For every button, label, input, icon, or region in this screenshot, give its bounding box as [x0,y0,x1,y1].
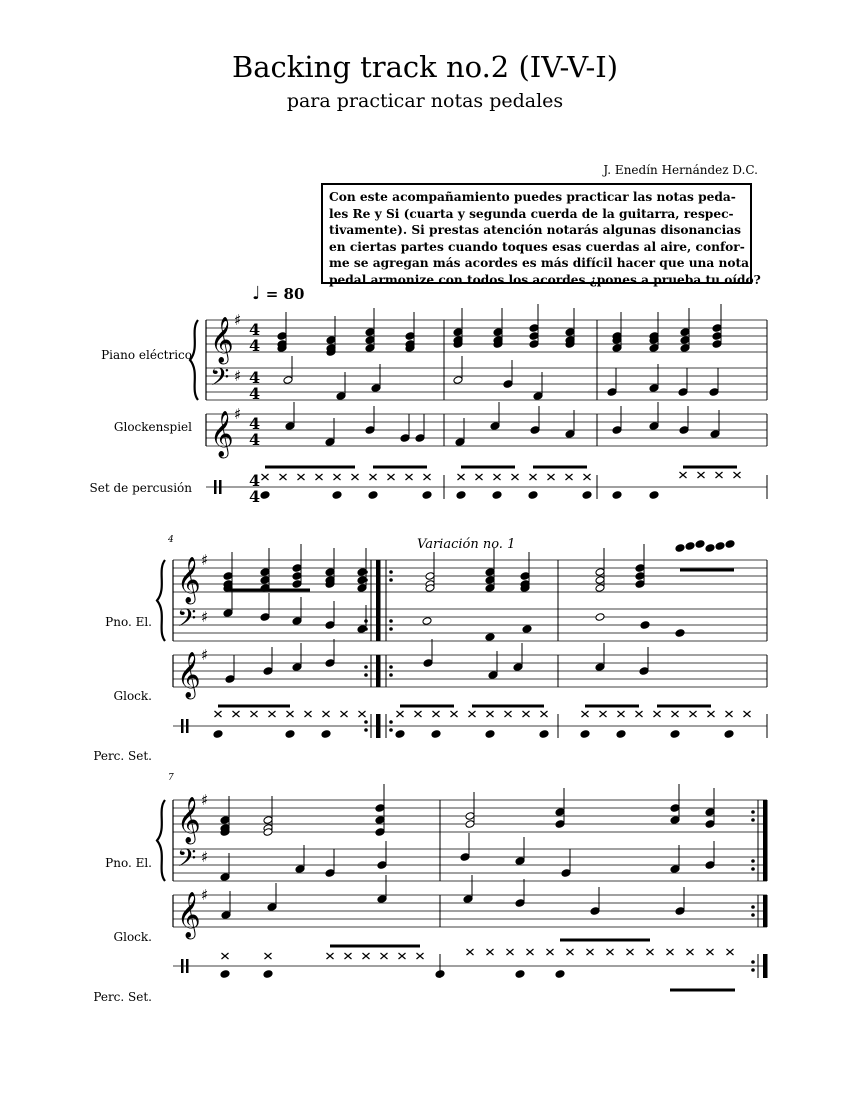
repeat-dot [364,665,368,669]
x-notehead [451,711,458,717]
melody-notehead [715,542,725,551]
time-signature: 4 [249,320,261,339]
x-notehead [687,949,694,955]
x-notehead [215,711,222,717]
treble-clef: 𝄞 [177,797,201,843]
tempo-value: = 80 [265,285,305,303]
x-notehead [726,711,733,717]
repeat-dot [389,627,393,631]
x-notehead [341,711,348,717]
treble-clef: 𝄞 [177,557,201,603]
x-notehead [323,711,330,717]
perc-notehead [528,491,538,500]
perc-notehead [332,491,342,500]
perc-notehead [213,730,223,739]
x-notehead [541,711,548,717]
bass-notehead [595,613,605,622]
bass-notehead [640,621,650,630]
repeat-dot [751,810,755,814]
x-notehead [388,474,395,480]
repeat-dot [751,905,755,909]
bass-clef: 𝄢 [177,844,197,879]
x-notehead [469,711,476,717]
measure-number: 4 [168,535,174,545]
x-notehead [727,949,734,955]
sharp-key-signature: ♯ [234,311,242,329]
perc-notehead [612,491,622,500]
x-notehead [287,711,294,717]
x-notehead [587,949,594,955]
time-signature: 4 [249,414,261,433]
repeat-dot [751,867,755,871]
score-subtitle: para practicar notas pedales [286,90,564,112]
x-notehead [707,949,714,955]
note-line: pedal armonize con todos los acordes ¿pones a prueba tu oído? [329,272,761,287]
instrument-label-perc-short: Perc. Set. [93,749,152,763]
x-notehead [690,711,697,717]
x-notehead [381,953,388,959]
time-signature: 4 [249,368,261,387]
perc-notehead [263,970,273,979]
x-notehead [487,949,494,955]
x-notehead [415,711,422,717]
x-notehead [680,472,687,478]
time-signature: 4 [249,336,261,355]
x-notehead [636,711,643,717]
perc-notehead [539,730,549,739]
x-notehead [527,949,534,955]
repeat-barline [763,895,767,927]
repeat-dot [389,570,393,574]
x-notehead [566,474,573,480]
x-notehead [417,953,424,959]
melody-notehead [675,544,685,553]
instrument-label-perc-short: Perc. Set. [93,990,152,1004]
instrument-label-piano-short: Pno. El. [105,856,152,870]
perc-notehead [285,730,295,739]
note-line: en ciertas partes cuando toques esas cuerdas al aire, confor- [329,239,745,254]
x-notehead [505,711,512,717]
percussion-clef [186,959,189,973]
repeat-dot [364,720,368,724]
repeat-dot [389,720,393,724]
x-notehead [523,711,530,717]
melody-notehead [725,540,735,549]
measure-number: 7 [168,773,174,783]
x-notehead [618,711,625,717]
x-notehead [582,711,589,717]
x-notehead [233,711,240,717]
perc-notehead [515,970,525,979]
bass-clef: 𝄢 [210,363,230,398]
x-notehead [251,711,258,717]
sharp-key-signature: ♯ [201,608,209,626]
melody-notehead [705,544,715,553]
x-notehead [530,474,537,480]
variation-label: Variación no. 1 [417,537,516,552]
x-notehead [467,949,474,955]
perc-notehead [649,491,659,500]
perc-notehead [456,491,466,500]
repeat-dot [751,913,755,917]
x-notehead [487,711,494,717]
note-line: tivamente). Si prestas atención notarás algunas disonancias [329,223,741,237]
perc-notehead [220,970,230,979]
x-notehead [647,949,654,955]
perc-notehead [582,491,592,500]
x-notehead [327,953,334,959]
perc-notehead [580,730,590,739]
time-signature: 4 [249,471,261,490]
x-notehead [548,474,555,480]
score-title: Backing track no.2 (IV-V-I) [231,50,619,84]
percussion-clef [181,719,184,733]
x-notehead [316,474,323,480]
x-notehead [424,474,431,480]
repeat-dot [389,728,393,732]
repeat-dot [364,728,368,732]
bass-notehead [485,633,495,642]
x-notehead [512,474,519,480]
perc-notehead [368,491,378,500]
x-notehead [734,472,741,478]
instrument-label-piano-short: Pno. El. [105,615,152,629]
brace [190,320,198,400]
instrument-label-glock-short: Glock. [113,689,152,703]
x-notehead [305,711,312,717]
perc-notehead [422,491,432,500]
note-line: les Re y Si (cuarta y segunda cuerda de la guitarra, respec- [329,206,734,221]
perc-notehead [485,730,495,739]
composer: J. Enedín Hernández D.C. [603,163,758,177]
treble-clef: 𝄞 [177,892,201,938]
x-notehead [334,474,341,480]
perc-notehead [670,730,680,739]
bass-notehead [675,629,685,638]
percussion-clef [186,719,189,733]
instrument-label-glockenspiel: Glockenspiel [113,420,192,434]
instrument-label-glock-short: Glock. [113,930,152,944]
x-notehead [458,474,465,480]
x-notehead [298,474,305,480]
perc-notehead [395,730,405,739]
x-notehead [547,949,554,955]
repeat-dot [751,859,755,863]
x-notehead [345,953,352,959]
x-notehead [607,949,614,955]
repeat-dot [389,619,393,623]
perc-notehead [435,970,445,979]
x-notehead [433,711,440,717]
x-notehead [222,953,229,959]
percussion-clef [219,480,222,494]
x-notehead [352,474,359,480]
x-notehead [584,474,591,480]
time-signature: 4 [249,430,261,449]
x-notehead [600,711,607,717]
treble-clef: 𝄞 [210,317,234,363]
x-notehead [672,711,679,717]
x-notehead [359,711,366,717]
perc-notehead [492,491,502,500]
sharp-key-signature: ♯ [201,791,209,809]
repeat-dot [751,968,755,972]
repeat-barline [376,655,380,687]
x-notehead [370,474,377,480]
repeat-barline [763,954,767,978]
x-notehead [363,953,370,959]
perc-notehead [431,730,441,739]
bass-notehead [522,625,532,634]
sharp-key-signature: ♯ [201,848,209,866]
perc-notehead [724,730,734,739]
repeat-dot [751,818,755,822]
x-notehead [280,474,287,480]
x-notehead [654,711,661,717]
repeat-dot [364,673,368,677]
x-notehead [744,711,751,717]
sharp-key-signature: ♯ [201,886,209,904]
x-notehead [716,472,723,478]
x-notehead [698,472,705,478]
treble-clef: 𝄞 [177,652,201,698]
melody-notehead [695,540,705,549]
repeat-barline [376,714,380,738]
bass-clef: 𝄢 [177,604,197,639]
x-notehead [269,711,276,717]
x-notehead [494,474,501,480]
melody-notehead [685,542,695,551]
instrument-label-percussion: Set de percusión [89,481,192,495]
sharp-key-signature: ♯ [201,646,209,664]
brace [157,800,165,881]
x-notehead [262,474,269,480]
treble-clef: 𝄞 [210,411,234,457]
x-notehead [265,953,272,959]
instrument-label-piano: Piano eléctrico [101,348,192,362]
perc-notehead [555,970,565,979]
time-signature: 4 [249,487,261,506]
quarter-note-icon: ♩ [252,283,261,304]
repeat-dot [389,578,393,582]
repeat-barline [376,560,380,641]
brace [157,560,165,641]
sharp-key-signature: ♯ [201,551,209,569]
x-notehead [476,474,483,480]
note-line: Con este acompañamiento puedes practicar las notas peda- [329,190,736,204]
x-notehead [567,949,574,955]
bass-notehead [422,617,432,626]
x-notehead [406,474,413,480]
repeat-dot [751,960,755,964]
x-notehead [667,949,674,955]
perc-notehead [260,491,270,500]
sharp-key-signature: ♯ [234,405,242,423]
sharp-key-signature: ♯ [234,367,242,385]
x-notehead [708,711,715,717]
time-signature: 4 [249,384,261,403]
percussion-clef [181,959,184,973]
perc-notehead [321,730,331,739]
x-notehead [399,953,406,959]
repeat-dot [389,665,393,669]
note-line: me se agregan más acordes es más difícil hacer que una nota [329,256,750,270]
perc-notehead [616,730,626,739]
x-notehead [397,711,404,717]
repeat-barline [763,800,767,881]
repeat-dot [389,673,393,677]
x-notehead [507,949,514,955]
percussion-clef [214,480,217,494]
x-notehead [627,949,634,955]
